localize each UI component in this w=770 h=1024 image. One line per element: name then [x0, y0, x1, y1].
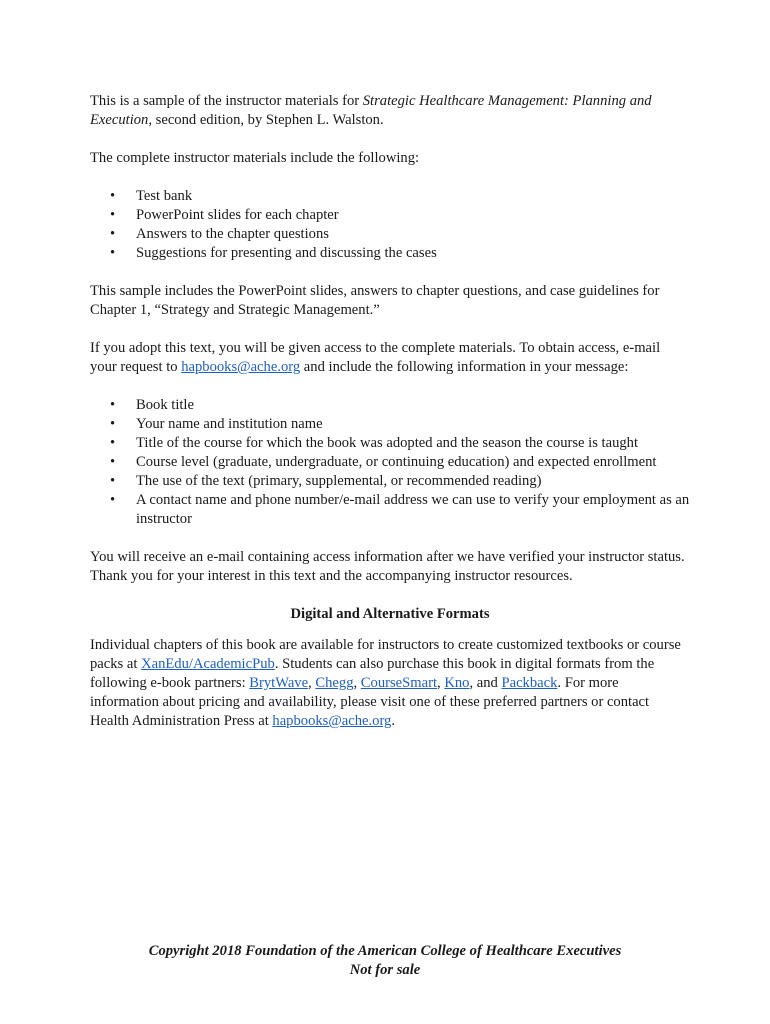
list-item: • Test bank: [110, 188, 193, 204]
bullet-icon: •: [110, 245, 116, 261]
bullet-icon: •: [110, 435, 116, 451]
access-paragraph: [90, 339, 690, 377]
bullet-icon: •: [110, 454, 116, 470]
bullet-icon: •: [110, 473, 116, 489]
bullet-icon: •: [110, 207, 116, 223]
list-item: • Course level (graduate, undergraduate, or continuing education) and expected enrollment: [110, 454, 657, 470]
materials-list: [90, 187, 690, 263]
bullet-icon: •: [110, 397, 116, 413]
access-prefix: If you adopt this text, you will be given access to the complete materials. To obtain access, e-mail your request to: [90, 340, 661, 375]
list-item: • Book title: [110, 397, 194, 413]
list-item: • The use of the text (primary, supplemental, or recommended reading): [110, 473, 542, 489]
xanedu-link[interactable]: XanEdu/AcademicPub: [141, 656, 275, 672]
list-item: • Title of the course for which the book was adopted and the season the course is taught: [110, 435, 639, 451]
formats-paragraph: Individual chapters of this book are available for instructors to create customized textbooks or course packs at XanEdu/AcademicPub. Students can also purchase this book in digital formats from the following e-book partners: BrytWave, Chegg, CourseSmart, Kno, and Packback. For more information about pricing and availability, please visit one of these preferred partners or contact Health Administration Press at hapbooks@ache.org.: [90, 637, 681, 729]
brytwave-link[interactable]: BrytWave: [249, 675, 309, 691]
coursesmart-link[interactable]: CourseSmart: [360, 675, 438, 691]
list-item: • A contact name and phone number/e-mail address we can use to verify your employment as an instructor: [110, 492, 690, 527]
bullet-icon: •: [110, 416, 116, 432]
email-link[interactable]: hapbooks@ache.org: [181, 359, 301, 375]
not-for-sale-notice: Not for sale: [349, 962, 421, 978]
intro-suffix: , second edition, by Stephen L. Walston.: [148, 112, 384, 128]
copyright-notice: Copyright 2018 Foundation of the American College of Healthcare Executives: [148, 943, 622, 959]
kno-link[interactable]: Kno: [444, 675, 470, 691]
request-list: [90, 396, 690, 529]
bullet-icon: •: [110, 188, 116, 204]
bullet-icon: •: [110, 226, 116, 242]
list-item: • Answers to the chapter questions: [110, 226, 329, 242]
list-item: • Suggestions for presenting and discussing the cases: [110, 245, 437, 261]
chegg-link[interactable]: Chegg: [315, 675, 354, 691]
section-heading: Digital and Alternative Formats: [290, 606, 490, 622]
closing-paragraph: You will receive an e-mail containing access information after we have verified your instructor status. Thank you for your interest in this text and the accompanying instructor resources.: [90, 549, 685, 584]
email-link[interactable]: hapbooks@ache.org: [272, 713, 392, 729]
document-page: [90, 92, 690, 750]
materials-intro: The complete instructor materials include the following:: [90, 150, 420, 166]
sample-note: This sample includes the PowerPoint slides, answers to chapter questions, and case guidelines for Chapter 1, “Strategy and Strategic Management.”: [90, 283, 660, 318]
packback-link[interactable]: Packback: [501, 675, 558, 691]
intro-paragraph: [90, 92, 690, 130]
list-item: • PowerPoint slides for each chapter: [110, 207, 339, 223]
footer: [0, 942, 770, 980]
access-suffix: and include the following information in your message:: [300, 359, 629, 375]
book-title: Strategic Healthcare Management: Planning and Execution: [90, 93, 652, 128]
bullet-icon: •: [110, 492, 116, 508]
intro-prefix: This is a sample of the instructor materials for: [90, 93, 363, 109]
list-item: • Your name and institution name: [110, 416, 323, 432]
